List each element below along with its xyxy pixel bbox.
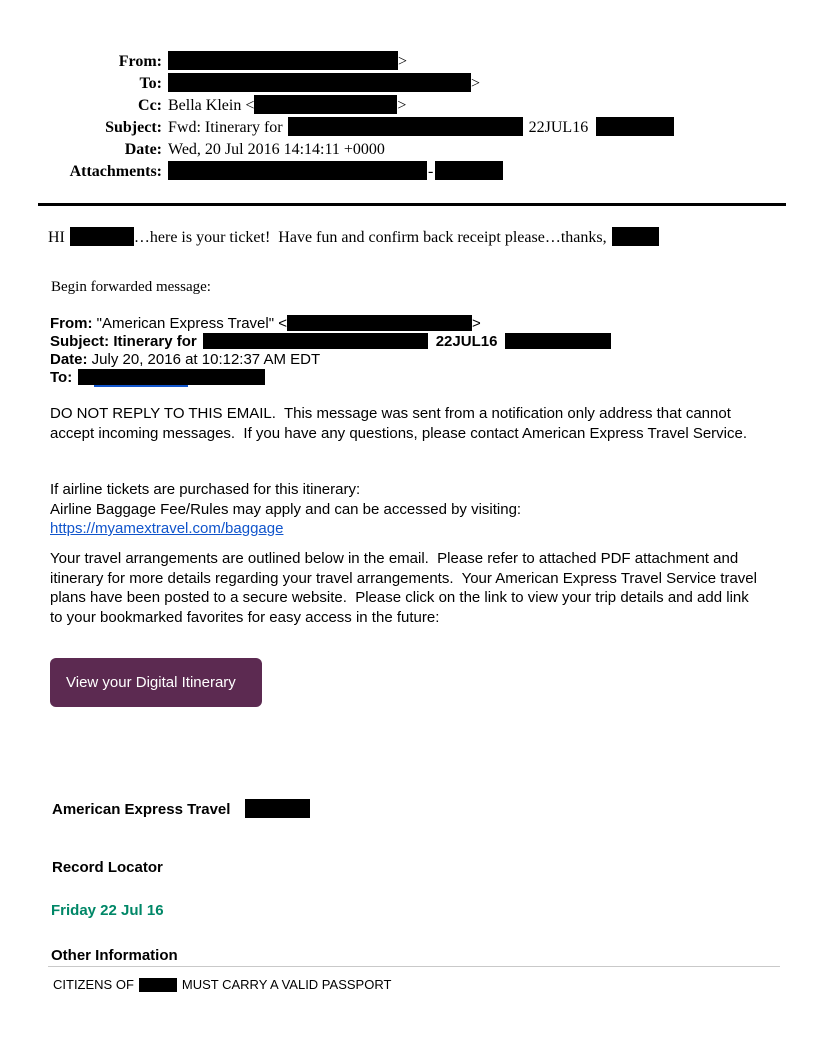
record-locator-line-1	[52, 800, 310, 820]
attachments-label: Attachments:	[69, 163, 162, 180]
redacted-subject-code	[596, 117, 674, 136]
date-value: Wed, 20 Jul 2016 14:14:11 +0000	[168, 141, 385, 158]
redacted-recipient-name	[70, 227, 134, 246]
redacted-subject-name	[288, 117, 523, 136]
greeting-line	[48, 227, 659, 248]
forwarded-subject-label: Subject: Itinerary for	[50, 333, 197, 350]
header-row-cc	[40, 95, 674, 117]
forwarded-date-line	[50, 351, 611, 369]
cc-label: Cc:	[138, 97, 162, 114]
redacted-forwarded-from-address	[287, 315, 472, 331]
to-label: To:	[139, 75, 162, 92]
header-row-subject	[40, 117, 674, 139]
from-value	[168, 51, 407, 73]
redacted-forwarded-to-address	[78, 369, 265, 385]
record-locator-line-2: Record Locator	[52, 858, 163, 876]
subject-value	[168, 117, 674, 139]
forward-notice: Begin forwarded message:	[51, 279, 211, 295]
redacted-cc-address	[254, 95, 397, 114]
greeting-prefix: HI	[48, 229, 65, 246]
passport-info-prefix: CITIZENS OF	[53, 977, 134, 992]
itinerary-date-heading: Friday 22 Jul 16	[51, 902, 164, 919]
view-itinerary-button-label: View your Digital Itinerary	[66, 674, 236, 691]
subject-prefix: Fwd: Itinerary for	[168, 119, 283, 136]
redacted-from-address	[168, 51, 398, 70]
baggage-line-2: Airline Baggage Fee/Rules may apply and can be accessed by visiting:	[50, 500, 522, 518]
record-locator-title: American Express Travel	[52, 801, 231, 818]
forwarded-to-label: To:	[50, 369, 73, 386]
baggage-link-line	[50, 519, 770, 539]
link-underline-peek	[94, 385, 188, 387]
forwarded-header	[50, 315, 611, 387]
forwarded-from-value: "American Express Travel" <	[92, 315, 287, 332]
passport-info-line	[53, 977, 391, 993]
to-value	[168, 73, 480, 95]
subject-flight-date: 22JUL16	[528, 119, 589, 136]
baggage-link[interactable]: https://myamextravel.com/baggage	[50, 520, 284, 537]
passport-info-suffix: MUST CARRY A VALID PASSPORT	[181, 977, 392, 992]
email-header	[40, 51, 674, 183]
baggage-line-1: If airline tickets are purchased for this itinerary:	[50, 481, 361, 498]
attachments-value	[168, 161, 503, 183]
redacted-country-name	[139, 978, 177, 992]
from-suffix: >	[398, 53, 408, 70]
header-row-date	[40, 139, 674, 161]
header-row-attachments	[40, 161, 674, 183]
attachments-separator: -	[428, 163, 434, 180]
to-suffix: >	[471, 75, 481, 92]
date-label: Date:	[124, 141, 162, 158]
section-divider	[48, 966, 780, 967]
view-itinerary-button[interactable]	[50, 658, 262, 707]
forwarded-from-line	[50, 315, 611, 333]
forwarded-subject-flight-date: 22JUL16	[435, 333, 498, 350]
header-row-to	[40, 73, 674, 95]
redacted-attachment-code	[435, 161, 503, 180]
cc-suffix: >	[397, 97, 407, 114]
do-not-reply-paragraph: DO NOT REPLY TO THIS EMAIL. This message was sent from a notification only address that cannot accept incoming messages. If you have any questions, please contact American Express Travel Service.	[50, 405, 748, 442]
redacted-attachment-name	[168, 161, 427, 180]
redacted-forwarded-subject-name	[203, 333, 428, 349]
redacted-record-locator-code	[245, 799, 310, 818]
forwarded-date-label: Date:	[50, 351, 88, 368]
forwarded-subject-line	[50, 333, 611, 351]
other-information-title: Other Information	[51, 947, 178, 964]
travel-arrangements-paragraph: Your travel arrangements are outlined below in the email. Please refer to attached PDF attachment and itinerary for more details regarding your travel arrangements. Your American Express Travel Service travel plans have been posted to a secure website. Please click on the link to view your trip details and add link to your bookmarked favorites for easy access in the future:	[50, 550, 762, 626]
forwarded-to-line	[50, 369, 611, 387]
cc-value	[168, 95, 406, 117]
cc-name: Bella Klein <	[168, 97, 255, 114]
baggage-paragraph	[50, 480, 770, 539]
redacted-sender-name	[612, 227, 659, 246]
greeting-text: …here is your ticket! Have fun and confirm back receipt please…thanks,	[133, 229, 607, 246]
redacted-to-address	[168, 73, 471, 92]
redacted-forwarded-subject-code	[505, 333, 611, 349]
subject-label: Subject:	[105, 119, 162, 136]
record-locator	[52, 762, 310, 915]
forwarded-from-label: From:	[50, 315, 93, 332]
header-divider	[38, 203, 786, 206]
forwarded-from-suffix: >	[471, 315, 481, 332]
forwarded-date-value: July 20, 2016 at 10:12:37 AM EDT	[87, 351, 321, 368]
header-row-from	[40, 51, 674, 73]
from-label: From:	[118, 53, 162, 70]
